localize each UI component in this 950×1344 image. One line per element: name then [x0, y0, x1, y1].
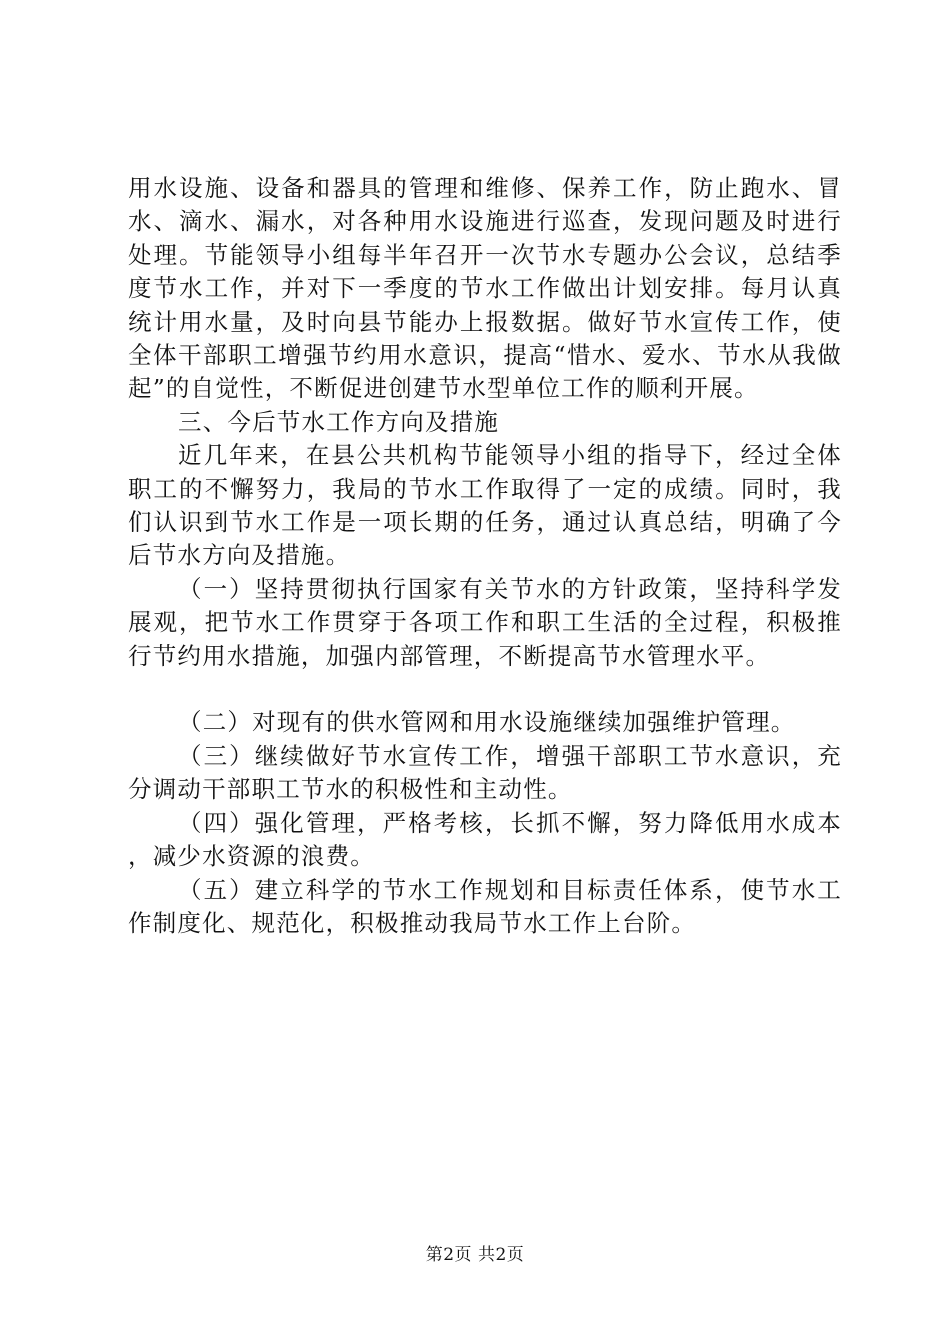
document-body [128, 172, 842, 940]
page-number-footer: 第2页 共2页 [425, 1245, 525, 1265]
list-item-5: （五）建立科学的节水工作规划和目标责任体系，使节水工作制度化、规范化，积极推动我局节水工作上台阶。 [128, 875, 842, 937]
paragraph-continuation: 用水设施、设备和器具的管理和维修、保养工作，防止跑水、冒水、滴水、漏水，对各种用水设施进行巡查，发现问题及时进行处理。节能领导小组每半年召开一次节水专题办公会议，总结季度节水工作，并对下一季度的节水工作做出计划安排。每月认真统计用水量，及时向县节能办上报数据。做好节水宣传工作，使全体干部职工增强节约用水意识，提高“惜水、爱水、节水从我做起”的自觉性，不断促进创建节水型单位工作的顺利开展。 [128, 174, 842, 403]
list-item-2: （二）对现有的供水管网和用水设施继续加强维护管理。 [178, 708, 796, 737]
paragraph-intro: 近几年来，在县公共机构节能领导小组的指导下，经过全体职工的不懈努力，我局的节水工作取得了一定的成绩。同时，我们认识到节水工作是一项长期的任务，通过认真总结，明确了今后节水方向及措施。 [128, 441, 842, 570]
section-heading: 三、今后节水工作方向及措施 [178, 407, 500, 436]
list-item-1: （一）坚持贯彻执行国家有关节水的方针政策，坚持科学发展观，把节水工作贯穿于各项工作和职工生活的全过程，积极推行节约用水措施，加强内部管理，不断提高节水管理水平。 [128, 574, 842, 670]
list-item-3: （三）继续做好节水宣传工作，增强干部职工节水意识，充分调动干部职工节水的积极性和主动性。 [128, 741, 842, 804]
list-item-4: （四）强化管理，严格考核，长抓不懈，努力降低用水成本，减少水资源的浪费。 [128, 808, 842, 871]
